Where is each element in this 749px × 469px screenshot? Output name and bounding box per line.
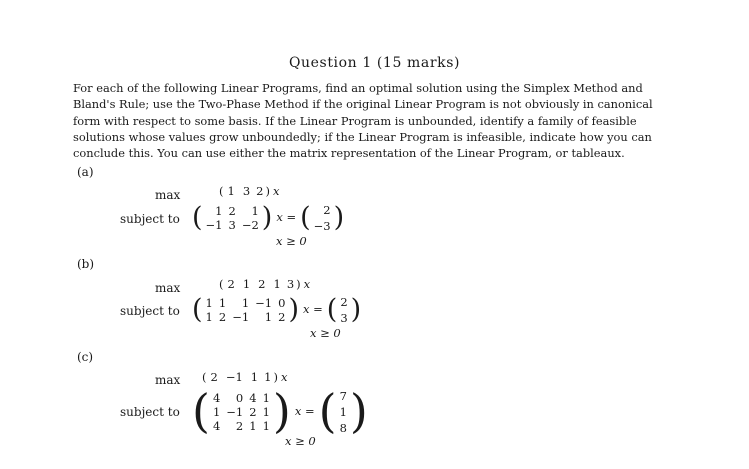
rhs-cell: −3 <box>313 219 331 233</box>
left-paren: ( <box>318 384 337 439</box>
part-a-subject-to: subject to <box>120 212 180 226</box>
left-paren: ( <box>192 384 210 439</box>
part-b-constraints <box>192 293 361 327</box>
matrix-row <box>210 419 273 433</box>
matrix-cell: 2 <box>218 310 227 324</box>
matrix-cell: 2 <box>249 405 257 419</box>
rhs-cell: 3 <box>340 311 348 325</box>
part-c-max: max <box>155 373 181 387</box>
c-entry: 1 <box>242 277 251 291</box>
part-a-objective <box>219 186 279 198</box>
rhs-vector <box>311 201 334 235</box>
matrix-cell: −1 <box>255 296 273 310</box>
part-a-constraints <box>192 201 344 235</box>
c-entry: 3 <box>286 277 295 291</box>
matrix-cell: −1 <box>205 218 223 232</box>
c-entry: 3 <box>242 184 251 198</box>
instructions-line: form with respect to some basis. If the Linear Program is unbounded, identify a family of feasible <box>73 113 637 128</box>
constraint-matrix <box>203 296 289 324</box>
paren: ( <box>219 184 224 198</box>
c-entry: 2 <box>258 277 266 291</box>
matrix-cell: 1 <box>212 405 221 419</box>
matrix-cell: 0 <box>235 391 244 405</box>
instructions-line: conclude this. You can use either the matrix representation of the Linear Program, or tableaux. <box>73 146 625 161</box>
matrix-cell: 1 <box>205 310 213 324</box>
part-c-objective <box>202 372 287 384</box>
matrix-cell: 4 <box>212 391 221 405</box>
rhs-cell: 2 <box>340 295 348 309</box>
rhs-vector <box>337 387 350 437</box>
paren: ) <box>265 184 270 198</box>
constraint-matrix <box>203 204 262 232</box>
c-entry: 1 <box>250 370 259 384</box>
right-paren: ) <box>288 293 299 325</box>
matrix-cell: 4 <box>249 391 257 405</box>
x-equals: x = <box>302 302 323 317</box>
rhs-cell: 8 <box>339 421 347 435</box>
matrix-row <box>210 405 273 419</box>
right-paren: ) <box>272 384 291 439</box>
x-equals: x = <box>294 404 315 419</box>
matrix-cell: 1 <box>262 419 270 433</box>
part-c-nonnegativity: x ≥ 0 <box>285 434 316 448</box>
matrix-row <box>203 204 262 218</box>
left-paren: ( <box>326 293 338 325</box>
matrix-cell: 2 <box>278 310 286 324</box>
variable-x: x <box>272 184 280 198</box>
matrix-cell: 2 <box>235 419 244 433</box>
paren: ) <box>273 370 278 384</box>
c-entry: 1 <box>227 184 235 198</box>
c-entry: 2 <box>210 370 218 384</box>
instructions <box>73 80 673 161</box>
part-c-label: (c) <box>77 350 94 364</box>
matrix-cell: 1 <box>205 296 213 310</box>
rhs-cell: 1 <box>339 405 347 419</box>
matrix-cell: 1 <box>215 204 223 218</box>
right-paren: ) <box>350 293 362 325</box>
c-entry: 2 <box>227 277 235 291</box>
matrix-cell: 3 <box>228 218 236 232</box>
matrix-cell: −1 <box>232 310 250 324</box>
matrix-cell: 1 <box>218 296 227 310</box>
matrix-cell: 1 <box>262 391 270 405</box>
variable-x: x <box>303 277 311 291</box>
left-paren: ( <box>192 293 203 325</box>
left-paren: ( <box>300 201 311 233</box>
x-equals: x = <box>276 210 297 225</box>
matrix-row <box>203 310 289 324</box>
rhs-cell: 2 <box>323 203 331 217</box>
constraint-matrix <box>210 391 273 433</box>
paren: ) <box>296 277 301 291</box>
c-entry: 1 <box>264 370 272 384</box>
c-entry: −1 <box>225 370 243 384</box>
c-entry: 2 <box>256 184 264 198</box>
matrix-cell: 1 <box>241 296 250 310</box>
matrix-row <box>210 391 273 405</box>
matrix-cell: 1 <box>251 204 259 218</box>
right-paren: ) <box>261 201 273 233</box>
instructions-line: solutions whose values grow unboundedly; if the Linear Program is infeasible, indicate how you can <box>73 129 652 144</box>
matrix-cell: −2 <box>241 218 259 232</box>
part-b-label: (b) <box>77 257 95 271</box>
matrix-row <box>203 218 262 232</box>
part-c-subject-to: subject to <box>120 405 180 419</box>
paren: ( <box>219 277 224 291</box>
matrix-cell: 0 <box>278 296 286 310</box>
matrix-cell: 1 <box>262 405 270 419</box>
part-b-objective <box>219 279 310 291</box>
right-paren: ) <box>349 384 368 439</box>
part-a-label: (a) <box>77 165 94 179</box>
left-paren: ( <box>192 201 203 233</box>
part-b-max: max <box>155 281 181 295</box>
matrix-cell: 1 <box>264 310 273 324</box>
variable-x: x <box>280 370 288 384</box>
rhs-vector <box>337 293 350 327</box>
part-b-nonnegativity: x ≥ 0 <box>310 326 341 340</box>
part-a-max: max <box>155 188 181 202</box>
instructions-line: For each of the following Linear Programs, find an optimal solution using the Simplex Method and <box>73 81 643 95</box>
rhs-cell: 7 <box>339 389 347 403</box>
matrix-cell: 4 <box>212 419 221 433</box>
part-b-subject-to: subject to <box>120 304 180 318</box>
matrix-cell: −1 <box>226 405 244 419</box>
instructions-line: Bland's Rule; use the Two-Phase Method if the original Linear Program is not obviously in canonical <box>73 97 653 112</box>
part-c-constraints <box>192 384 368 439</box>
matrix-row <box>203 296 289 310</box>
part-a-nonnegativity: x ≥ 0 <box>276 234 307 248</box>
question-title: Question 1 (15 marks) <box>288 55 461 71</box>
matrix-cell: 1 <box>249 419 257 433</box>
paren: ( <box>202 370 207 384</box>
c-entry: 1 <box>273 277 281 291</box>
matrix-cell: 2 <box>228 204 236 218</box>
right-paren: ) <box>333 201 345 233</box>
